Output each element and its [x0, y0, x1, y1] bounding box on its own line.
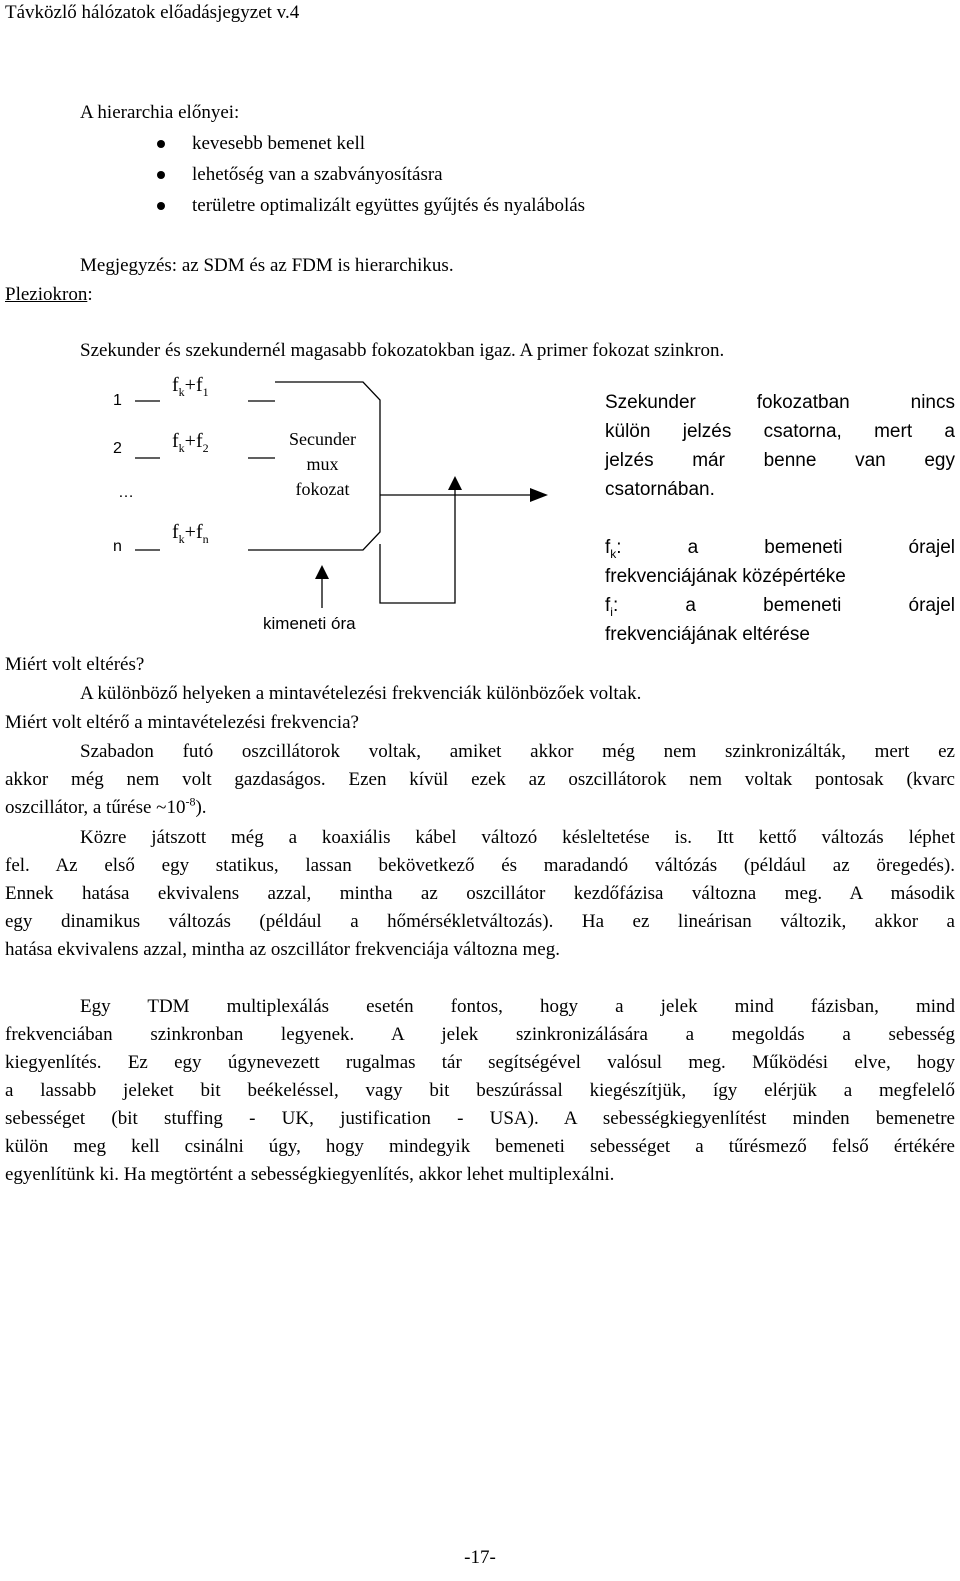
fi-definition	[605, 591, 955, 646]
hierarchy-heading: A hierarchia előnyei:	[80, 102, 240, 123]
feedback-line	[380, 488, 455, 603]
p2-line-5: hatása ekvivalens azzal, mintha az oszcillátor frekvenciája változna meg.	[5, 939, 560, 960]
pleziokron-colon: :	[87, 284, 93, 305]
clock-label: kimeneti óra	[263, 614, 356, 633]
mux-diagram-lines	[0, 360, 620, 650]
p3-line-5: sebességet (bit stuffing - UK, justification - USA). A sebességkiegyenlítést minden bemenetre	[5, 1108, 955, 1129]
side-explanation	[605, 388, 955, 504]
paragraph-tdm	[5, 993, 955, 1189]
p1-line-2: akkor még nem volt gazdaságos. Ezen kívül ezek az oszcillátorok nem voltak pontosak (kvarc	[5, 769, 955, 790]
answer-1: A különböző helyeken a mintavételezési frekvenciák különbözőek voltak.	[80, 683, 642, 704]
side-line-3: jelzés már benne van egy	[605, 450, 955, 471]
pleziokron-heading	[5, 284, 93, 306]
clock-arrow-icon	[315, 565, 329, 579]
input-index-1: 1	[113, 392, 122, 409]
input-ellipsis: …	[118, 484, 134, 501]
input-freq-2: $f_k+f_2$	[172, 430, 209, 455]
input-freq-1: $f_k+f_1$	[172, 374, 209, 399]
hierarchy-bullet-2: lehetőség van a szabványosításra	[192, 164, 443, 185]
p1-line-1: Szabadon futó oszcillátorok voltak, amiket akkor még nem szinkronizálták, mert ez	[80, 741, 955, 762]
pleziokron-text: Szekunder és szekundernél magasabb fokozatokban igaz. A primer fokozat szinkron.	[80, 340, 725, 361]
fk-def-line-1: $f_k$: a bemeneti órajel	[605, 537, 955, 561]
fk-def-line-2: frekvenciájának középértéke	[605, 566, 846, 587]
feedback-arrow-icon	[448, 476, 462, 490]
mux-label-line-2: mux	[306, 454, 339, 474]
pleziokron-term: Pleziokron	[5, 284, 88, 305]
bullet-icon	[157, 202, 165, 210]
side-line-4: csatornában.	[605, 479, 715, 500]
mux-label-line-1: Secunder	[289, 429, 356, 449]
page-header-title: Távközlő hálózatok előadásjegyzet v.4	[5, 2, 300, 23]
paragraph-oscillators	[5, 738, 955, 822]
bullet-icon	[157, 171, 165, 179]
question-2: Miért volt eltérő a mintavételezési frekvencia?	[5, 712, 359, 733]
page-number: -17-	[464, 1547, 496, 1568]
bullet-icon	[157, 140, 165, 148]
paragraph-coaxial	[5, 824, 955, 964]
side-line-2: külön jelzés csatorna, mert a	[605, 421, 955, 442]
p2-line-2: fel. Az első egy statikus, lassan bekövetkező és maradandó váltózás (például az öregedés).	[5, 855, 955, 876]
hierarchy-bullet-3: területre optimalizált együttes gyűjtés és nyalábolás	[192, 195, 586, 216]
p3-line-1: Egy TDM multiplexálás esetén fontos, hogy a jelek mind fázisban, mind	[80, 996, 955, 1017]
mux-label	[275, 427, 370, 502]
hierarchy-bullet-1: kevesebb bemenet kell	[192, 133, 366, 154]
p3-line-6: külön meg kell csinálni úgy, hogy mindegyik bemeneti sebességet a tűrésmező felső értékére	[5, 1136, 955, 1157]
p2-line-4: egy dinamikus változás (például a hőmérsékletváltozás). Ha ez lineárisan változik, akkor a	[5, 911, 955, 932]
fk-definition	[605, 533, 955, 591]
question-1: Miért volt eltérés?	[5, 654, 145, 675]
mux-label-line-3: fokozat	[295, 479, 350, 499]
p2-line-3: Ennek hatása ekvivalens azzal, mintha az oszcillátor kezdőfázisa változna meg. A második	[5, 883, 955, 904]
hierarchy-note: Megjegyzés: az SDM és az FDM is hierarchikus.	[80, 255, 454, 276]
p3-line-2: frekvenciában szinkronban legyenek. A jelek szinkronizálására a megoldás a sebesség	[5, 1024, 955, 1045]
input-index-2: 2	[113, 440, 122, 457]
p1-line-3: oszcillátor, a tűrése $\sim 10^{-8}$).	[5, 794, 207, 818]
p2-line-1: Közre játszott még a koaxiális kábel változó késleltetése is. Itt kettő változás léphet	[80, 827, 955, 848]
fi-def-line-2: frekvenciájának eltérése	[605, 624, 810, 645]
p3-line-7: egyenlítünk ki. Ha megtörtént a sebességkiegyenlítés, akkor lehet multiplexálni.	[5, 1164, 615, 1185]
output-arrow-icon	[530, 488, 548, 502]
p3-line-4: a lassabb jeleket bit beékeléssel, vagy bit beszúrással kiegészítjük, így elérjük a megfelelő	[5, 1080, 955, 1101]
side-line-1: Szekunder fokozatban nincs	[605, 392, 955, 413]
p3-line-3: kiegyenlítés. Ez egy úgynevezett rugalmas tár segítségével valósul meg. Működési elve, hogy	[5, 1052, 955, 1073]
fi-def-line-1: $f_i$: a bemeneti órajel	[605, 595, 955, 619]
input-index-n: n	[113, 538, 122, 555]
input-freq-n: $f_k+f_n$	[172, 521, 209, 546]
